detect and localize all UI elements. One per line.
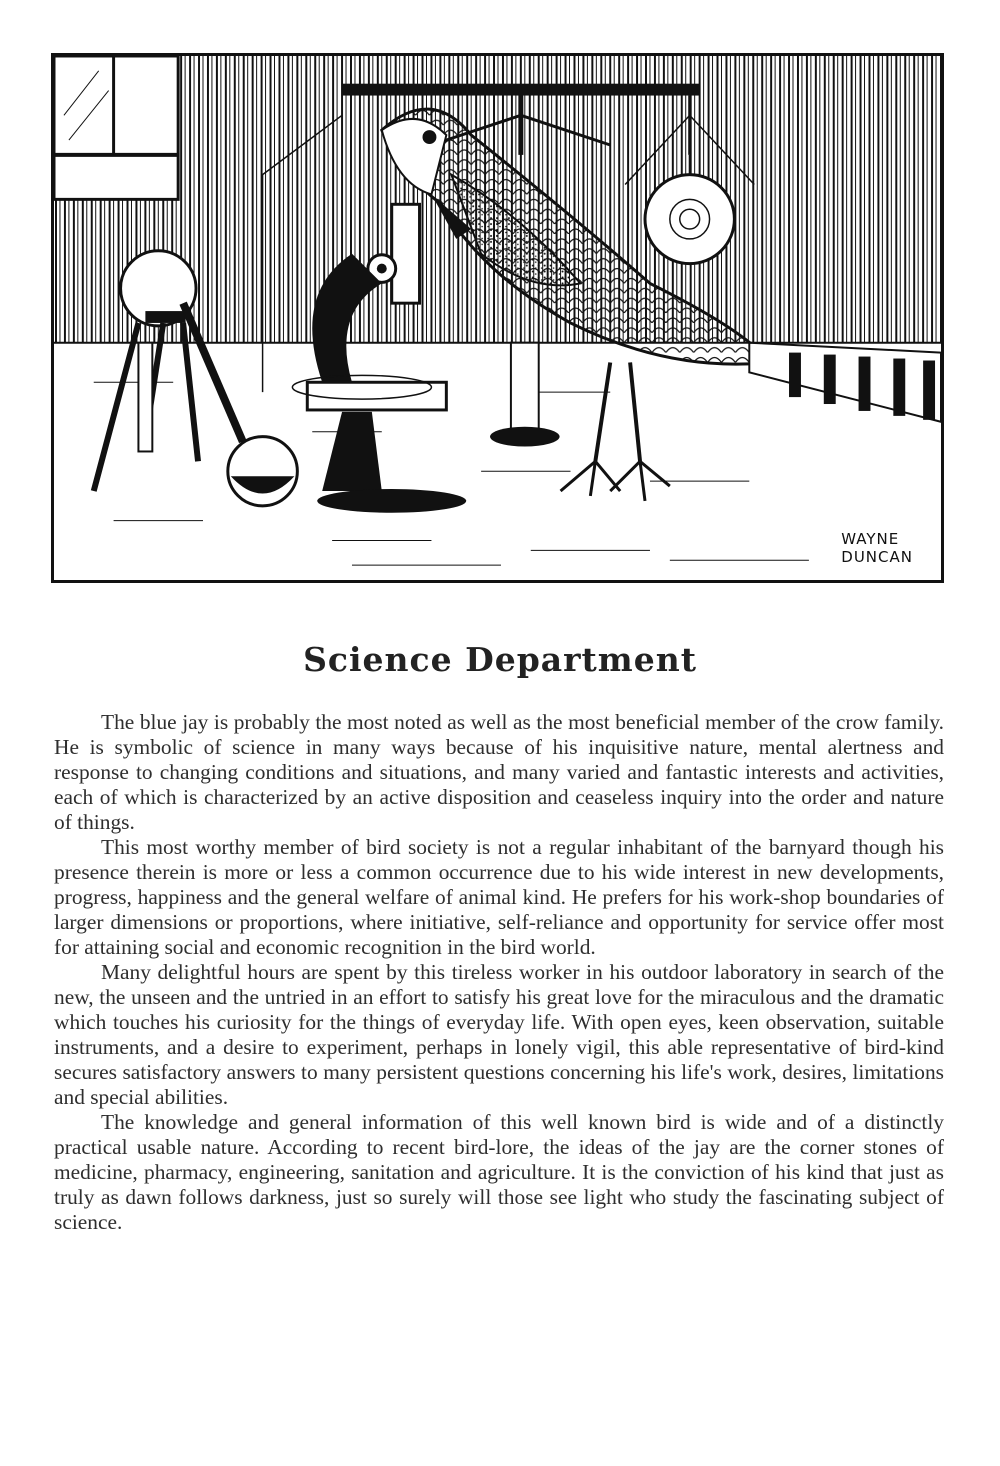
- signature-last-name: DUNCAN: [841, 548, 913, 566]
- article-paragraph: This most worthy member of bird society is not a regular inhabitant of the barnyard though his presence therein is more or less a common occurrence due to his wide interest in new developments, progress, happiness and the general welfare of animal kind. He prefers for his work-shop boundaries of larger dimensions or proportions, where initiative, self-reliance and opportunity for service offer most for attaining social and economic recognition in the bird world.: [54, 835, 944, 959]
- artist-signature: [841, 530, 913, 566]
- article-paragraph: The knowledge and general information of this well known bird is wide and of a distinctly practical usable nature. According to recent bird-lore, the ideas of the jay are the corner stones of medicine, pharmacy, engineering, sanitation and agriculture. It is the conviction of his kind that just as truly as dawn follows darkness, just so surely will those see light who study the fascinating subject of science.: [54, 1110, 944, 1234]
- pendulum-bob: [645, 175, 734, 264]
- blue-jay-laboratory-illustration: [54, 56, 941, 580]
- article-body: [54, 710, 944, 1235]
- illustration-frame: [51, 53, 944, 583]
- article-paragraph: Many delightful hours are spent by this tireless worker in his outdoor laboratory in search of the new, the unseen and the untried in an effort to satisfy his great love for the miraculous and the dramatic which touches his curiosity for the things of everyday life. With open eyes, keen observation, suitable instruments, and a desire to experiment, perhaps in lonely vigil, this able representative of bird-kind secures satisfactory answers to many persistent questions concerning his life's work, desires, limitations and special abilities.: [54, 960, 944, 1109]
- page-title: Science Department: [303, 640, 697, 679]
- article-paragraph: The blue jay is probably the most noted as well as the most beneficial member of the crow family. He is symbolic of science in many ways because of his inquisitive nature, mental alertness and response to changing conditions and situations, and many varied and fantastic interests and activities, each of which is characterized by an active disposition and ceaseless inquiry into the order and nature of things.: [54, 710, 944, 834]
- window-frame: [54, 56, 178, 199]
- signature-first-name: WAYNE: [841, 530, 900, 548]
